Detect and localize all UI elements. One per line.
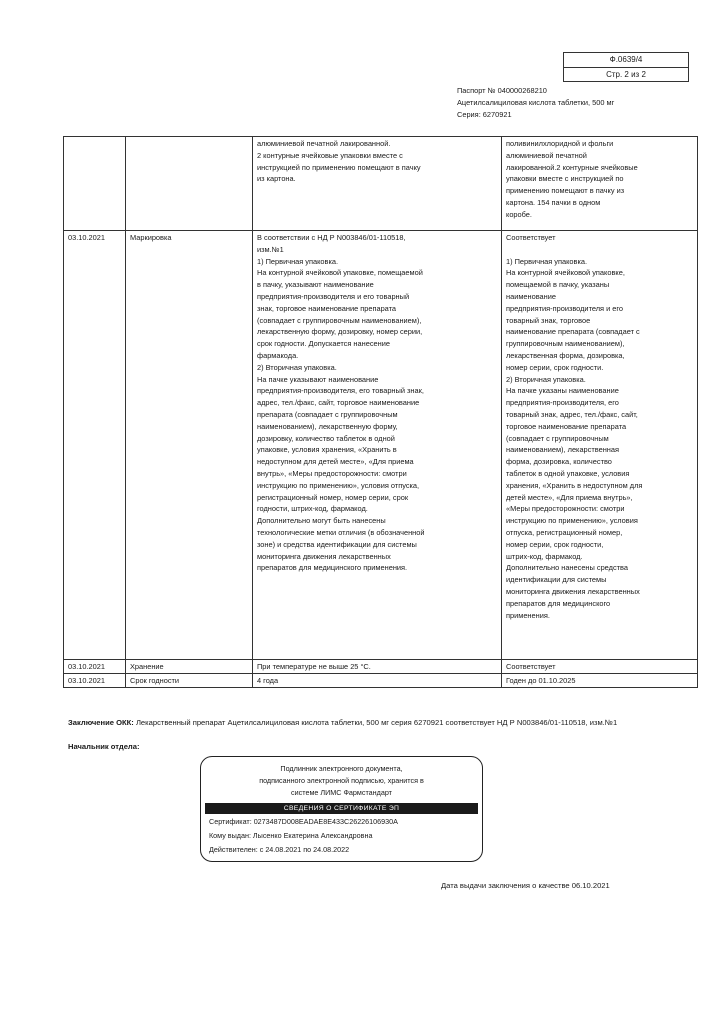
conclusion-label: Заключение ОКК: xyxy=(68,718,134,727)
batch-number: Серия: 6270921 xyxy=(457,110,512,119)
conclusion-text: Лекарственный препарат Ацетилсалициловая кислота таблетки, 500 мг серия 6270921 соответствует НД Р N003846/01-110518, изм.№1 xyxy=(133,718,618,727)
date-cell: 03.10.2021 xyxy=(64,674,126,688)
product-name: Ацетилсалициловая кислота таблетки, 500 мг xyxy=(457,98,615,107)
table-row xyxy=(64,137,698,231)
stamp-line: Подлинник электронного документа, xyxy=(280,764,403,773)
table-row xyxy=(64,674,698,688)
form-code: Ф.0639/4 xyxy=(609,55,643,64)
table-row xyxy=(64,231,698,660)
parameter-cell: Хранение xyxy=(126,660,253,674)
department-head-label: Начальник отдела: xyxy=(68,742,140,751)
conclusion xyxy=(68,716,698,729)
certificate-number: Сертификат: 0273487D008EADAE8E433C26226106930A xyxy=(209,817,398,826)
requirement-cell: 4 года xyxy=(253,674,502,688)
parameter-cell: Срок годности xyxy=(126,674,253,688)
issue-date: Дата выдачи заключения о качестве 06.10.2021 xyxy=(441,881,610,890)
stamp-line: системе ЛИМС Фармстандарт xyxy=(291,788,392,797)
certificate-owner: Кому выдан: Лысенко Екатерина Александровна xyxy=(209,831,373,840)
result-cell: Соответствует 1) Первичная упаковка. На контурной ячейковой упаковке, помещаемой в пачку, указаны наименование предприятия-производителя и его товарный знак, торговое наименование препарата (совпадает с группировочным наименованием), лекарственная форма, дозировка, номер серии, срок годности. 2) Вторичная упаковка. На пачке указаны наименование предприятия-производителя, его товарный знак, адрес, тел./факс, сайт, торговое наименование препарата (совпадает с группировочным наименованием), лекарственная форма, дозировка, количество таблеток в одной упаковке, условия хранения, «Хранить в недоступном для детей месте», «Для приема внутрь», «Меры предосторожности: смотри инструкцию по применению», условия отпуска, регистрационный номер, номер серии, срок годности, штрих-код, фармакод. Дополнительно нанесены средства идентификации для системы мониторинга движения лекарственных препаратов для медицинского применения. xyxy=(502,231,698,660)
requirement-cell: алюминиевой печатной лакированной. 2 контурные ячейковые упаковки вместе с инструкцией по применению помещают в пачку из картона. xyxy=(253,137,502,231)
table-row xyxy=(64,660,698,674)
date-cell: 03.10.2021 xyxy=(64,660,126,674)
date-cell: 03.10.2021 xyxy=(64,231,126,660)
e-signature-stamp xyxy=(200,756,483,862)
certificate-validity: Действителен: с 24.08.2021 по 24.08.2022 xyxy=(209,845,350,854)
certificate-info-bar: СВЕДЕНИЯ О СЕРТИФИКАТЕ ЭП xyxy=(205,803,478,814)
result-cell: Годен до 01.10.2025 xyxy=(502,674,698,688)
page-number: Стр. 2 из 2 xyxy=(564,67,688,82)
stamp-line: подписанного электронной подписью, хранится в xyxy=(259,776,424,785)
requirement-cell: При температуре не выше 25 °С. xyxy=(253,660,502,674)
requirement-cell: В соответствии с НД Р N003846/01-110518, изм.№1 1) Первичная упаковка. На контурной ячейковой упаковке, помещаемой в пачку, указывают наименование предприятия-производителя и его товарный знак, торговое наименование препарата (совпадает с группировочным наименованием), лекарственную форму, дозировку, номер серии, срок годности. Допускается нанесение фармакода. 2) Вторичная упаковка. На пачке указывают наименование предприятия-производителя, его товарный знак, адрес, тел./факс, сайт, торговое наименование препарата (совпадает с группировочным наименованием), лекарственную форму, дозировку, количество таблеток в одной упаковке, условия хранения, «Хранить в недоступном для детей месте», «Для приема внутрь», «Меры предосторожности: смотри инструкцию по применению», условия отпуска, регистрационный номер, номер серии, срок годности, штрих-код, фармакод. Дополнительно могут быть нанесены технологические метки отличия (в обозначенной зоне) и средства идентификации для системы мониторинга движения лекарственных препаратов для медицинского применения. xyxy=(253,231,502,660)
passport-number: Паспорт № 040000268210 xyxy=(457,86,547,95)
passport-info xyxy=(457,85,614,121)
date-cell xyxy=(64,137,126,231)
quality-table xyxy=(63,136,698,688)
form-code-box xyxy=(563,52,689,82)
result-cell: Соответствует xyxy=(502,660,698,674)
parameter-cell xyxy=(126,137,253,231)
parameter-cell: Маркировка xyxy=(126,231,253,660)
result-cell: поливинилхлоридной и фольги алюминиевой печатной лакированной.2 контурные ячейковые упаковки вместе с инструкцией по применению помещают в пачку из картона. 154 пачки в одном коробе. xyxy=(502,137,698,231)
